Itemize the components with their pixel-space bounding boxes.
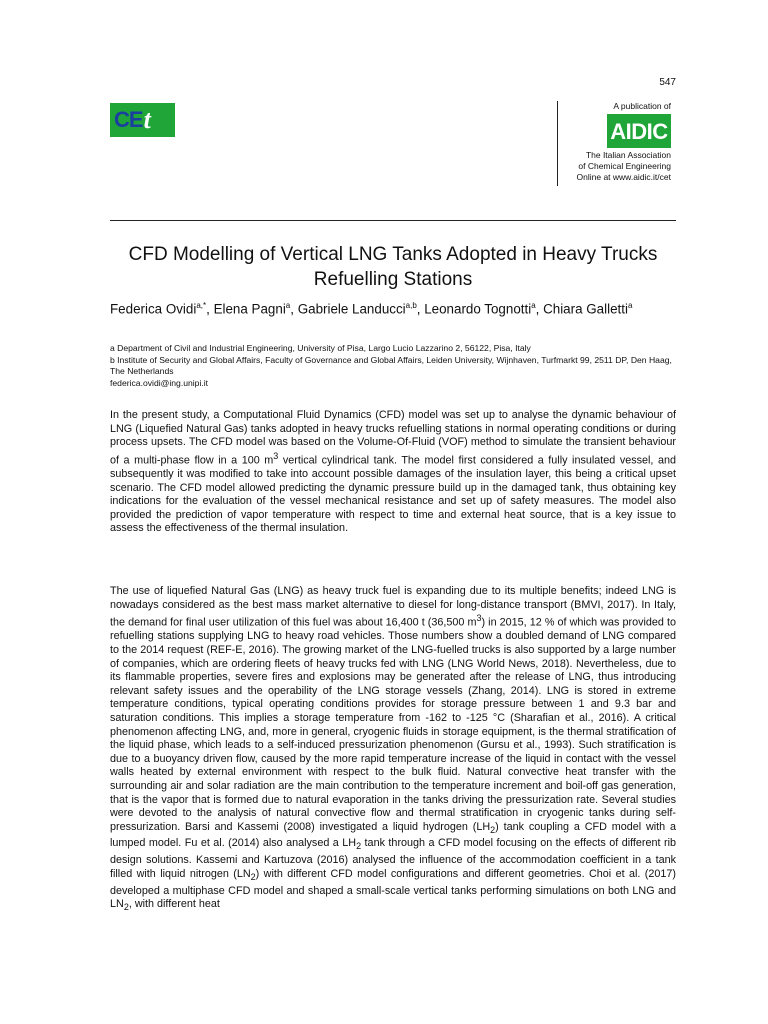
author-name: Elena Pagni [213, 301, 286, 317]
page-number: 547 [659, 77, 676, 88]
publisher-line-1: The Italian Association [585, 150, 671, 160]
superscript: 3 [476, 613, 482, 624]
abstract-text-1: In the present study, a Computational Fluid Dynamics (CFD) model was set up to analyse the dynamic behaviour of LNG (Liquefied Natural Gas) tanks adopted in heavy trucks refuelling stations in normal operating conditions or during process upsets. The CFD model was based on the Volume-Of-Fluid (VOF) method to simulate the transient behaviour of a multi-phase flow in a 100 m [110, 409, 676, 467]
author-affil-sup: a [627, 301, 633, 310]
affiliations [110, 343, 676, 389]
subscript: 2 [490, 824, 496, 835]
body-text-segment: ) in 2015, 12 % of which was provided to refuelling stations supplying LNG to heavy road vehicles. Those numbers show a doubled demand of LNG compared to the 2014 request (REF-E, 2016). The growing market of the LNG-fuelled trucks is also supported by a large number of companies, which are ordering fleets of heavy trucks fed with LNG (LNG World News, 2018). Nevertheless, due to its flammable properties, severe fires and explosions may be generated after the release of LNG, thus introducing relevant safety issues and the operability of the LNG storage vessels (Zhang, 2014). LNG is stored in extreme temperature conditions, typical operating conditions provides for storage pressure between 1 and 9.3 bar and saturation conditions. This implies a storage temperature from -162 to -125 °C (Sharafian et al., 2016). A critical phenomenon affecting LNG, and, more in general, cryogenic fluids in storage equipment, is the thermal stratification of the liquid phase, which leads to a self-induced pressurization phenomenon (Gursu et al., 1993). Such stratification is due to a buoyancy driven flow, caused by the more rapid temperature increase of the liquid in contact with the vessel walls heated by external environment with respect to the bulk fluid. Natural convective heat transfer with the surrounding air and solar radiation are the main contribution to the temperature increment and boil-off gas generation, that is the vapor that is formed due to natural evaporation in the tanks driving the pressurization rate. Several studies were devoted to the analysis of natural convective flow and thermal stratification in cryogenic tanks during self-pressurization. Barsi and Kassemi (2008) investigated a liquid hydrogen (LH [110, 616, 676, 833]
corresponding-email: federica.ovidi@ing.unipi.it [110, 377, 209, 388]
body-text-segment: ) tank coupling a CFD model with a lumped model. Fu et al. (2014) also analysed a LH [110, 820, 676, 850]
body-paragraph [110, 585, 676, 915]
author-affil-sup: a,b [405, 301, 417, 310]
superscript: 3 [273, 450, 279, 461]
body-text-segment: tank through a CFD model focusing on the effects of different rib design solutions. Kassemi and Kartuzova (2016) analysed the influence of the accommodation coefficient in a tank filled with liquid nitrogen (LN [110, 837, 676, 880]
header-rule [110, 220, 676, 221]
subscript: 2 [356, 841, 362, 852]
abstract [110, 409, 676, 536]
abstract-paragraph [110, 409, 676, 536]
introduction [110, 585, 676, 915]
body-text-segment: , with different heat [128, 898, 220, 911]
cet-logo-t: t [143, 105, 151, 134]
publisher-line-3: Online at www.aidic.it/cet [576, 172, 671, 182]
author-name: Leonardo Tognotti [424, 301, 532, 317]
body-text-segment: ) with different CFD model configurations and different geometries. Choi et al. (2017) developed a multiphase CFD model and shaped a small-scale vertical tanks performing simulations on both LNG and LN [110, 867, 677, 911]
paper-title: CFD Modelling of Vertical LNG Tanks Adopted in Heavy Trucks Refuelling Stations [128, 244, 658, 290]
subscript: 2 [250, 871, 256, 882]
body-text-segment: The use of liquefied Natural Gas (LNG) as heavy truck fuel is expanding due to its multiple benefits; indeed LNG is nowadays considered as the best mass market alternative to diesel for long-distance transport (BMVI, 2017). In Italy, the demand for final user utilization of this fuel was about 16,400 t (36,500 m [110, 585, 676, 629]
author-affil-sup: a,* [196, 301, 207, 310]
subscript: 2 [123, 902, 129, 913]
publication-of-label: A publication of [613, 101, 671, 111]
author-name: Federica Ovidi [110, 301, 197, 317]
abstract-text-2: vertical cylindrical tank. The model first considered a fully insulated vessel, and subsequently it was modified to take into account possible damages of the insulation layer, this being a critical upset scenario. The CFD model allowed predicting the dynamic pressure build up in the damaged tank, thus obtaining key indications for the evaluation of the vessel mechanical resistance and set up of safety measures. The model also provided the prediction of vapor temperature with respect to time and external heat source, that is a key issue to assess the effectiveness of the thermal insulation. [110, 454, 676, 535]
affiliation-b: b Institute of Security and Global Affairs, Faculty of Governance and Global Affairs, Leiden University, Wijnhaven, Turfmarkt 99, 2511 DP, Den Haag, The Netherlands [110, 354, 672, 376]
cet-logo [110, 103, 175, 137]
author-affil-sup: a [285, 301, 291, 310]
author-name: Chiara Galletti [543, 301, 628, 317]
author-name: Gabriele Landucci [297, 301, 406, 317]
publisher-line-2: of Chemical Engineering [578, 161, 671, 171]
publisher-block [557, 101, 671, 186]
author-affil-sup: a [531, 301, 536, 310]
cet-logo-ce: CE [114, 107, 143, 132]
aidic-logo: AIDIC [607, 114, 671, 148]
author-list: Federica Ovidi$^{a,*}$, Elena Pagni$^a$, Gabriele Landucci$^{a,b}$, Leonardo Tognotti$^a$, Chiara Galletti$^a$ [110, 301, 633, 317]
affiliation-a: a Department of Civil and Industrial Engineering, University of Pisa, Largo Lucio Lazzarino 2, 56122, Pisa, Italy [110, 343, 531, 353]
